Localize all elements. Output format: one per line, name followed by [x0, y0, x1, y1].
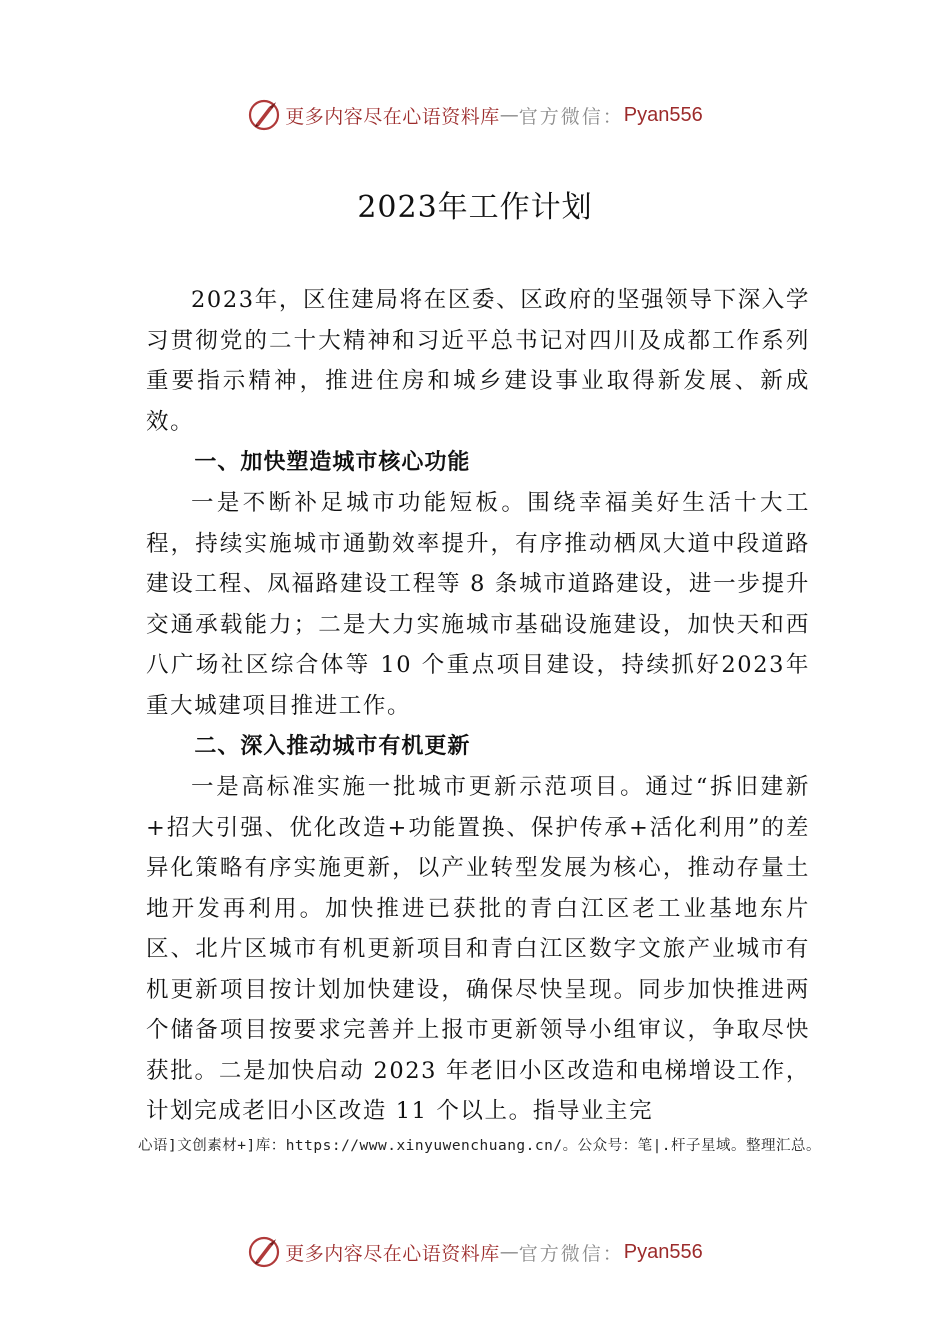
quill-pen-logo-icon	[247, 98, 281, 132]
watermark-brand: 更多内容尽在心语资料库	[285, 1242, 500, 1265]
watermark-brand: 更多内容尽在心语资料库	[285, 105, 500, 128]
intro-paragraph: 2023年，区住建局将在区委、区政府的坚强领导下深入学习贯彻党的二十大精神和习近平总书记对四川及成都工作系列重要指示精神，推进住房和城乡建设事业取得新发展、新成效。	[146, 287, 810, 435]
section-heading-1: 一、加快塑造城市核心功能	[194, 450, 471, 475]
watermark-label: 官方微信：	[518, 105, 624, 128]
section-body-2: 一是高标准实施一批城市更新示范项目。通过“拆旧建新+招大引强、优化改造+功能置换、保护传承+活化利用”的差异化策略有序实施更新，以产业转型发展为核心，推动存量土地开发再利用。加快推进已获批的青白江区老工业基地东片区、北片区城市有机更新项目和青白江区数字文旅产业城市有机更新项目按计划加快建设，确保尽快呈现。同步加快推进两个储备项目按要求完善并上报市更新领导小组审议，争取尽快获批。二是加快启动 2023 年老旧小区改造和电梯增设工作，计划完成老旧小区改造 11 个以上。指导业主完	[146, 774, 810, 1124]
footer-watermark	[0, 1232, 950, 1272]
watermark-label: 官方微信：	[518, 1242, 624, 1265]
watermark-dash: —	[499, 1241, 519, 1263]
quill-pen-logo-icon	[247, 1235, 281, 1269]
footer-source-note: 心语]文创素材+]库：https://www.xinyuwenchuang.cn/。公众号：笔|.杆子星域。整理汇总。	[138, 1138, 822, 1154]
section-body-1: 一是不断补足城市功能短板。围绕幸福美好生活十大工程，持续实施城市通勤效率提升，有序推动栖凤大道中段道路建设工程、凤福路建设工程等 8 条城市道路建设，进一步提升交通承载能力；二是大力实施城市基础设施建设，加快天和西八广场社区综合体等 10 个重点项目建设，持续抓好2023年重大城建项目推进工作。	[146, 490, 810, 719]
watermark-wechat-id: Pyan556	[623, 103, 703, 126]
header-watermark	[0, 95, 950, 135]
document-body	[146, 280, 810, 1132]
watermark-dash: —	[499, 104, 519, 126]
document-title: 2023年工作计划	[357, 190, 593, 225]
watermark-wechat-id: Pyan556	[623, 1240, 703, 1263]
section-heading-2: 二、深入推动城市有机更新	[194, 734, 471, 759]
